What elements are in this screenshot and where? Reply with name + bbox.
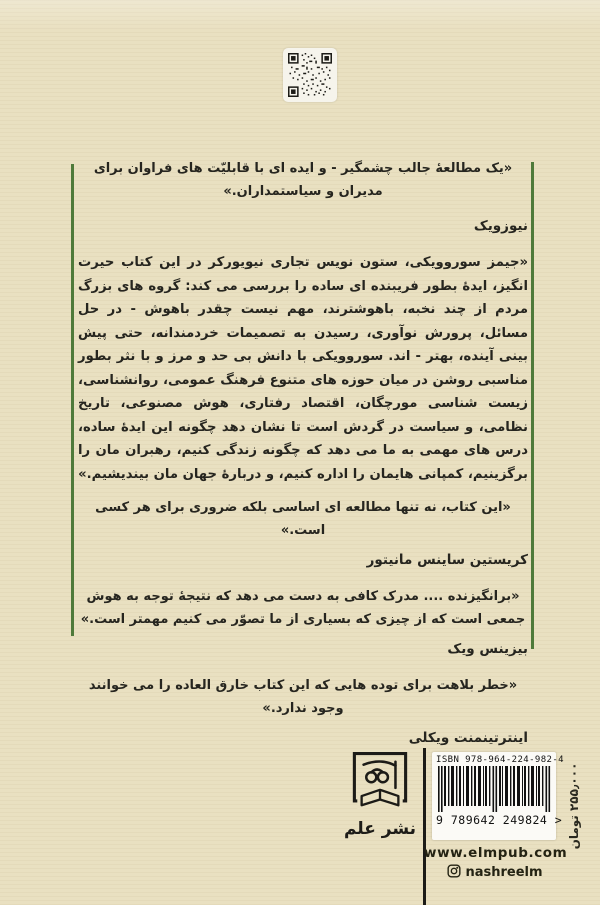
review-source-ew: اینترتینمنت ویکلی bbox=[408, 730, 528, 746]
price-text: ۲۵۵٫۰۰۰ تومان bbox=[567, 762, 581, 850]
publisher-logo-block bbox=[338, 750, 422, 839]
isbn-number: ISBN 978-964-224-982-4 bbox=[436, 755, 565, 765]
instagram-handle: nashreelm bbox=[465, 865, 543, 880]
review-quote-businessweek: «برانگیزنده .... مدرک کافی به دست می دهد که نتیجهٔ توجه به هوش جمعی است که از چیزی که بسیاری از ما تصوّر می کنیم مهمتر است.» bbox=[80, 589, 526, 627]
review-source-newsweek: نیوزویک bbox=[473, 218, 528, 234]
review-quote-newsweek: «یک مطالعهٔ جالب چشمگیر - و ایده ای با قابلیّت های فراوان برای مدیران و سیاستمداران.» bbox=[93, 161, 513, 199]
publisher-name: نشر علم bbox=[343, 819, 417, 839]
right-green-rule bbox=[531, 162, 534, 649]
left-green-rule bbox=[71, 164, 74, 636]
review-source-csmonitor: کریستین ساینس مانیتور bbox=[366, 552, 528, 568]
footer-divider-line bbox=[423, 748, 426, 905]
publisher-website: www.elmpub.com bbox=[424, 845, 568, 861]
ean-barcode-icon bbox=[437, 766, 551, 813]
book-synopsis: «جیمز سوروویکی، ستون نویس تجاری نیویورکر در این کتاب حیرت انگیز، ایدهٔ بطور فریبنده ای ساده را بررسی می کند: گروه های بزرگ مردم از چند نخبه، باهوشترند، مهم نیست چقدر باهوش - در حل مسائل، پرورش نوآوری، رسیدن به تصمیمات خردمندانه، حتی پیش بینی آینده، بهتر - اند. سوروویکی با دانش بی حد و مرز و با نثر بطور مناسبی روشن در میان حوزه های متنوع فرهنگ عمومی، روانشناسی، زیست شناسی مورچگان، اقتصاد رفتاری، هوش مصنوعی، تاریخ نظامی، و سیاست در گردش است تا نشان دهد چگونه این ایدهٔ ساده، درس های مهمی به ما می دهد که چگونه زندگی کنیم، رهبران مان را برگزینیم، کمپانی هایمان را اداره کنیم، و دربارهٔ جهان مان بیندیشیم.» bbox=[78, 255, 528, 482]
qr-code bbox=[283, 48, 337, 102]
review-quote-ew: «خطر بلاهت برای توده هایی که این کتاب خارق العاده را می خوانند وجود ندارد.» bbox=[88, 678, 518, 716]
instagram-handle-row bbox=[424, 864, 566, 880]
qr-code-icon bbox=[288, 53, 332, 97]
isbn-barcode-box bbox=[432, 752, 565, 840]
barcode-digits: 9 789642 249824 > bbox=[436, 813, 563, 827]
review-source-businessweek: بیزینس ویک bbox=[447, 641, 528, 657]
review-quote-csmonitor: «این کتاب، نه تنها مطالعه ای اساسی بلکه ضروری برای هر کسی است.» bbox=[95, 500, 511, 538]
nashr-e-elm-logo-icon bbox=[351, 750, 409, 818]
reviews-block bbox=[78, 157, 528, 749]
instagram-icon bbox=[447, 864, 461, 878]
